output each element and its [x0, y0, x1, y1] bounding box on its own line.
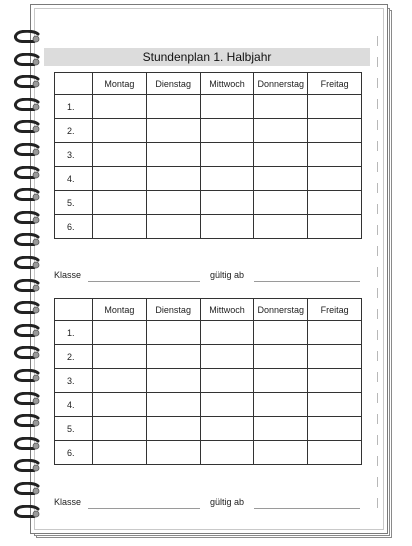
spiral-ring-icon	[12, 233, 42, 247]
lesson-cell[interactable]	[254, 191, 308, 215]
lesson-cell[interactable]	[308, 143, 362, 167]
lesson-cell[interactable]	[200, 345, 254, 369]
spiral-ring-icon	[12, 369, 42, 383]
table-row	[55, 345, 362, 369]
period-number: 2.	[55, 345, 93, 369]
lesson-cell[interactable]	[146, 345, 200, 369]
lesson-cell[interactable]	[200, 119, 254, 143]
lesson-cell[interactable]	[254, 417, 308, 441]
lesson-cell[interactable]	[308, 393, 362, 417]
period-number: 1.	[55, 321, 93, 345]
lesson-cell[interactable]	[308, 369, 362, 393]
spiral-ring-icon	[12, 279, 42, 293]
period-number: 5.	[55, 417, 93, 441]
lesson-cell[interactable]	[93, 369, 147, 393]
class-input-line[interactable]	[88, 281, 200, 282]
period-number: 5.	[55, 191, 93, 215]
lesson-cell[interactable]	[308, 119, 362, 143]
spiral-ring-icon	[12, 75, 42, 89]
spiral-ring-icon	[12, 211, 42, 225]
lesson-cell[interactable]	[93, 321, 147, 345]
spiral-ring-icon	[12, 346, 42, 360]
day-header: Mittwoch	[200, 73, 254, 95]
corner-cell	[55, 299, 93, 321]
timetable-1	[54, 72, 362, 239]
spiral-ring-icon	[12, 30, 42, 44]
lesson-cell[interactable]	[146, 191, 200, 215]
period-number: 4.	[55, 167, 93, 191]
day-header: Freitag	[308, 73, 362, 95]
lesson-cell[interactable]	[146, 321, 200, 345]
lesson-cell[interactable]	[308, 191, 362, 215]
lesson-cell[interactable]	[308, 345, 362, 369]
lesson-cell[interactable]	[200, 191, 254, 215]
table-row	[55, 393, 362, 417]
table-row	[55, 369, 362, 393]
lesson-cell[interactable]	[93, 95, 147, 119]
spiral-ring-icon	[12, 392, 42, 406]
day-header: Dienstag	[146, 299, 200, 321]
lesson-cell[interactable]	[146, 417, 200, 441]
day-header: Donnerstag	[254, 73, 308, 95]
lesson-cell[interactable]	[93, 417, 147, 441]
table-row	[55, 191, 362, 215]
lesson-cell[interactable]	[254, 167, 308, 191]
lesson-cell[interactable]	[146, 369, 200, 393]
table-row	[55, 143, 362, 167]
lesson-cell[interactable]	[146, 441, 200, 465]
timetable-2	[54, 298, 362, 465]
table-header-row	[55, 73, 362, 95]
class-label: Klasse	[54, 270, 82, 280]
period-number: 3.	[55, 369, 93, 393]
lesson-cell[interactable]	[254, 369, 308, 393]
corner-cell	[55, 73, 93, 95]
lesson-cell[interactable]	[200, 143, 254, 167]
lesson-cell[interactable]	[200, 167, 254, 191]
spiral-ring-icon	[12, 120, 42, 134]
day-header: Montag	[93, 73, 147, 95]
lesson-cell[interactable]	[254, 441, 308, 465]
table-row	[55, 119, 362, 143]
lesson-cell[interactable]	[93, 167, 147, 191]
spiral-ring-icon	[12, 188, 42, 202]
lesson-cell[interactable]	[93, 191, 147, 215]
day-header: Donnerstag	[254, 299, 308, 321]
spiral-ring-icon	[12, 256, 42, 270]
table-row	[55, 441, 362, 465]
spiral-ring-icon	[12, 437, 42, 451]
lesson-cell[interactable]	[254, 95, 308, 119]
valid-from-input-line[interactable]	[254, 508, 360, 509]
lesson-cell[interactable]	[308, 167, 362, 191]
lesson-cell[interactable]	[254, 143, 308, 167]
page-title: Stundenplan 1. Halbjahr	[44, 48, 370, 66]
lesson-cell[interactable]	[254, 393, 308, 417]
spiral-ring-icon	[12, 53, 42, 67]
spiral-ring-icon	[12, 505, 42, 519]
lesson-cell[interactable]	[254, 119, 308, 143]
valid-from-label: gültig ab	[210, 270, 245, 280]
lesson-cell[interactable]	[146, 167, 200, 191]
valid-from-input-line[interactable]	[254, 281, 360, 282]
lesson-cell[interactable]	[200, 369, 254, 393]
lesson-cell[interactable]	[146, 393, 200, 417]
table-row	[55, 215, 362, 239]
lesson-cell[interactable]	[308, 215, 362, 239]
lesson-cell[interactable]	[200, 321, 254, 345]
table-header-row	[55, 299, 362, 321]
lesson-cell[interactable]	[146, 215, 200, 239]
valid-from-label: gültig ab	[210, 497, 245, 507]
spiral-ring-icon	[12, 98, 42, 112]
spiral-ring-icon	[12, 166, 42, 180]
lesson-cell[interactable]	[200, 417, 254, 441]
lesson-cell[interactable]	[146, 95, 200, 119]
table-row	[55, 321, 362, 345]
period-number: 1.	[55, 95, 93, 119]
lesson-cell[interactable]	[146, 143, 200, 167]
day-header: Mittwoch	[200, 299, 254, 321]
lesson-cell[interactable]	[308, 417, 362, 441]
spiral-ring-icon	[12, 324, 42, 338]
table-row	[55, 417, 362, 441]
perforation-line	[377, 36, 378, 516]
class-label: Klasse	[54, 497, 82, 507]
lesson-cell[interactable]	[308, 321, 362, 345]
spiral-ring-icon	[12, 482, 42, 496]
lesson-cell[interactable]	[200, 95, 254, 119]
table-row	[55, 167, 362, 191]
lesson-cell[interactable]	[146, 119, 200, 143]
spiral-ring-icon	[12, 143, 42, 157]
lesson-cell[interactable]	[93, 143, 147, 167]
period-number: 6.	[55, 215, 93, 239]
table-row	[55, 95, 362, 119]
lesson-cell[interactable]	[93, 393, 147, 417]
period-number: 6.	[55, 441, 93, 465]
period-number: 2.	[55, 119, 93, 143]
lesson-cell[interactable]	[254, 215, 308, 239]
lesson-cell[interactable]	[93, 215, 147, 239]
day-header: Montag	[93, 299, 147, 321]
lesson-cell[interactable]	[200, 393, 254, 417]
period-number: 4.	[55, 393, 93, 417]
lesson-cell[interactable]	[93, 441, 147, 465]
day-header: Freitag	[308, 299, 362, 321]
lesson-cell[interactable]	[200, 441, 254, 465]
lesson-cell[interactable]	[254, 345, 308, 369]
lesson-cell[interactable]	[200, 215, 254, 239]
day-header: Dienstag	[146, 73, 200, 95]
class-input-line[interactable]	[88, 508, 200, 509]
lesson-cell[interactable]	[254, 321, 308, 345]
spiral-ring-icon	[12, 414, 42, 428]
spiral-ring-icon	[12, 301, 42, 315]
spiral-ring-icon	[12, 459, 42, 473]
lesson-cell[interactable]	[93, 119, 147, 143]
lesson-cell[interactable]	[93, 345, 147, 369]
lesson-cell[interactable]	[308, 441, 362, 465]
period-number: 3.	[55, 143, 93, 167]
lesson-cell[interactable]	[308, 95, 362, 119]
